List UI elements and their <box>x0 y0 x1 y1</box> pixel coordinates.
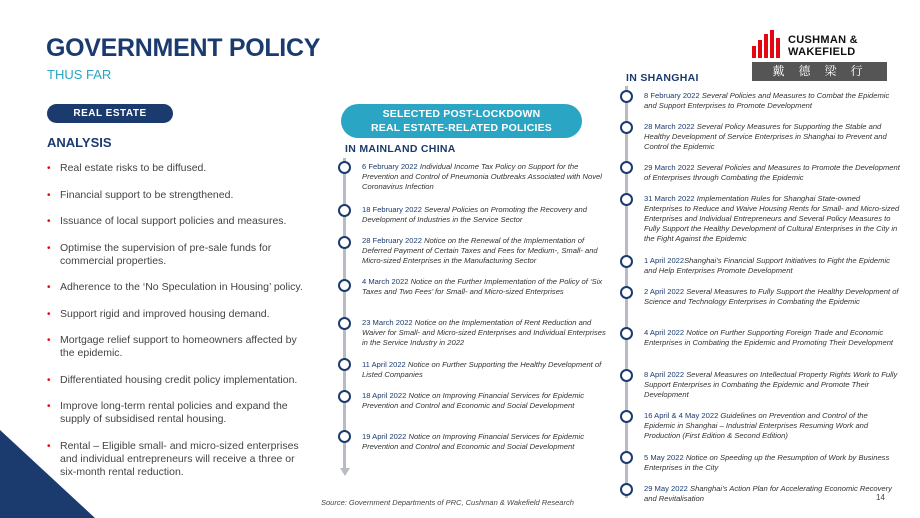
shanghai-entry <box>644 453 900 473</box>
mainland-entry <box>362 391 612 411</box>
mainland-entry <box>362 432 612 452</box>
shanghai-entry <box>644 91 900 111</box>
timeline-dot <box>620 327 633 340</box>
company-logo <box>752 30 887 82</box>
entry-date: 29 May 2022 <box>644 484 688 493</box>
entry-date: 23 March 2022 <box>362 318 413 327</box>
shanghai-entry <box>644 287 900 307</box>
entry-text: Several Policies and Measures to Combat the Epidemic and Support Enterprises to Promote Development <box>644 91 890 110</box>
entry-date: 16 April & 4 May 2022 <box>644 411 719 420</box>
analysis-heading: ANALYSIS <box>47 135 112 150</box>
mainland-china-heading: IN MAINLAND CHINA <box>345 143 456 155</box>
shanghai-entry <box>644 256 900 276</box>
shanghai-entry <box>644 122 900 152</box>
shanghai-heading: IN SHANGHAI <box>626 72 699 84</box>
entry-text: Shanghai’s Financial Support Initiatives to Fight the Epidemic and Help Enterprises Promote Development <box>644 256 890 275</box>
mainland-entry <box>362 162 612 192</box>
timeline-dot <box>620 369 633 382</box>
timeline-dot <box>620 90 633 103</box>
timeline-dot <box>338 430 351 443</box>
analysis-item: • Support rigid and improved housing demand. <box>47 308 307 321</box>
logo-chinese: 戴德梁行 <box>752 62 887 81</box>
entry-date: 19 April 2022 <box>362 432 407 441</box>
pill-line-2: REAL ESTATE-RELATED POLICIES <box>371 122 552 134</box>
timeline-dot <box>620 410 633 423</box>
timeline-dot <box>338 279 351 292</box>
entry-date: 6 February 2022 <box>362 162 418 171</box>
entry-text: Notice on the Further Implementation of the Policy of ‘Six Taxes and Two Fees’ for Small- and Micro-sized Enterprises <box>362 277 603 296</box>
entry-text: Notice on Improving Financial Services for Epidemic Prevention and Control and Economic and Social Development <box>362 432 585 451</box>
source-note: Source: Government Departments of PRC, Cushman & Wakefield Research <box>321 498 574 507</box>
mainland-timeline-arrow-icon <box>340 468 350 476</box>
logo-line-2: WAKEFIELD <box>788 46 856 58</box>
entry-text: Notice on the Implementation of Rent Reduction and Waiver for Small- and Micro-sized Enterprises and Individual Enterprises in the Service Industry in 2022 <box>362 318 606 347</box>
entry-date: 4 April 2022 <box>644 328 685 337</box>
timeline-dot <box>620 483 633 496</box>
entry-text: Several Policy Measures for Supporting the Stable and Healthy Development of Service Enterprises in Shanghai to Prevent and Control the Epidemic <box>644 122 887 151</box>
corner-decoration <box>0 430 95 518</box>
page-subtitle: THUS FAR <box>47 67 112 82</box>
real-estate-pill: REAL ESTATE <box>47 104 173 123</box>
shanghai-entry <box>644 370 900 400</box>
entry-text: Implementation Rules for Shanghai State-owned Enterprises to Reduce and Waive Housing Rents for Small- and Micro-sized Enterprises and Individual Entrepreneurs and Several Policy Measures to Fully Support the Healthy Development of Cultural Enterprises in the City in the Fight Against the Epidemic <box>644 194 900 243</box>
analysis-item: • Optimise the supervision of pre-sale funds for commercial properties. <box>47 242 307 268</box>
entry-text: Several Policies and Measures to Promote the Development of Enterprises through Combating the Epidemic <box>644 163 900 182</box>
selected-policies-pill <box>341 104 582 138</box>
mainland-entry <box>362 277 612 297</box>
shanghai-entry <box>644 411 900 441</box>
entry-text: Notice on Further Supporting the Healthy Development of Listed Companies <box>362 360 602 379</box>
analysis-item: • Financial support to be strengthened. <box>47 189 307 202</box>
entry-text: Individual Income Tax Policy on Support for the Prevention and Control of Pneumonia Outbreaks Associated with Novel Coronavirus Infection <box>362 162 602 191</box>
entry-date: 8 February 2022 <box>644 91 700 100</box>
entry-text: Notice on Improving Financial Services for Epidemic Prevention and Control and Economic and Social Development <box>362 391 585 410</box>
entry-date: 18 February 2022 <box>362 205 422 214</box>
mainland-entry <box>362 205 612 225</box>
entry-text: Several Policies on Promoting the Recovery and Development of Industries in the Service Sector <box>362 205 588 224</box>
entry-date: 1 April 2022 <box>644 256 685 265</box>
entry-date: 4 March 2022 <box>362 277 409 286</box>
timeline-dot <box>620 121 633 134</box>
timeline-dot <box>338 204 351 217</box>
entry-date: 8 April 2022 <box>644 370 685 379</box>
page-title: GOVERNMENT POLICY <box>46 34 321 62</box>
logo-text <box>788 34 858 58</box>
entry-text: Guidelines on Prevention and Control of the Epidemic in Shanghai – Industrial Enterprises Resuming Work and Production (First Edition & Second Edition) <box>644 411 869 440</box>
timeline-dot <box>338 317 351 330</box>
analysis-item: • Mortgage relief support to homeowners affected by the epidemic. <box>47 334 307 360</box>
entry-text: Shanghai’s Action Plan for Accelerating Economic Recovery and Revitalisation <box>644 484 892 503</box>
logo-line-1: CUSHMAN & <box>788 34 858 46</box>
analysis-item: • Real estate risks to be diffused. <box>47 162 307 175</box>
timeline-dot <box>620 161 633 174</box>
analysis-item: • Differentiated housing credit policy implementation. <box>47 374 307 387</box>
shanghai-entry <box>644 194 900 244</box>
timeline-dot <box>620 451 633 464</box>
entry-date: 11 April 2022 <box>362 360 406 369</box>
page-number: 14 <box>876 493 885 502</box>
mainland-entry <box>362 236 612 266</box>
shanghai-entry <box>644 484 900 504</box>
entry-date: 31 March 2022 <box>644 194 695 203</box>
analysis-item: • Adherence to the ‘No Speculation in Housing’ policy. <box>47 281 307 294</box>
entry-date: 29 March 2022 <box>644 163 695 172</box>
analysis-item: • Rental – Eligible small- and micro-sized enterprises and individual entrepreneurs will receive a three or six-month rental reduction. <box>47 440 307 479</box>
entry-text: Several Measures on Intellectual Property Rights Work to Fully Support Enterprises in Combating the Epidemic and Promote Their Development <box>644 370 898 399</box>
entry-text: Notice on Further Supporting Foreign Trade and Economic Enterprises in Combating the Epidemic and Promoting Their Development <box>644 328 894 347</box>
entry-date: 2 April 2022 <box>644 287 685 296</box>
timeline-dot <box>338 161 351 174</box>
entry-text: Several Measures to Fully Support the Healthy Development of Science and Technology Enterprises in Combating the Epidemic <box>644 287 899 306</box>
timeline-dot <box>620 255 633 268</box>
entry-date: 18 April 2022 <box>362 391 407 400</box>
entry-date: 28 March 2022 <box>644 122 695 131</box>
timeline-dot <box>338 390 351 403</box>
logo-bars-icon <box>752 30 782 58</box>
shanghai-entry <box>644 163 900 183</box>
entry-text: Notice on the Renewal of the Implementation of Deferred Payment of Certain Taxes and Fees for Medium-, Small- and Micro-sized Enterprises in the Manufacturing Sector <box>362 236 598 265</box>
entry-date: 28 February 2022 <box>362 236 422 245</box>
timeline-dot <box>620 193 633 206</box>
entry-text: Notice on Speeding up the Resumption of Work by Business Enterprises in the City <box>644 453 890 472</box>
mainland-entry <box>362 318 612 348</box>
timeline-dot <box>620 286 633 299</box>
entry-date: 5 May 2022 <box>644 453 684 462</box>
timeline-dot <box>338 236 351 249</box>
analysis-item: • Issuance of local support policies and measures. <box>47 215 307 228</box>
pill-line-1: SELECTED POST-LOCKDOWN <box>382 108 541 120</box>
timeline-dot <box>338 358 351 371</box>
mainland-entry <box>362 360 612 380</box>
analysis-item: • Improve long-term rental policies and expand the supply of subsidised rental housing. <box>47 400 307 426</box>
shanghai-entry <box>644 328 900 348</box>
